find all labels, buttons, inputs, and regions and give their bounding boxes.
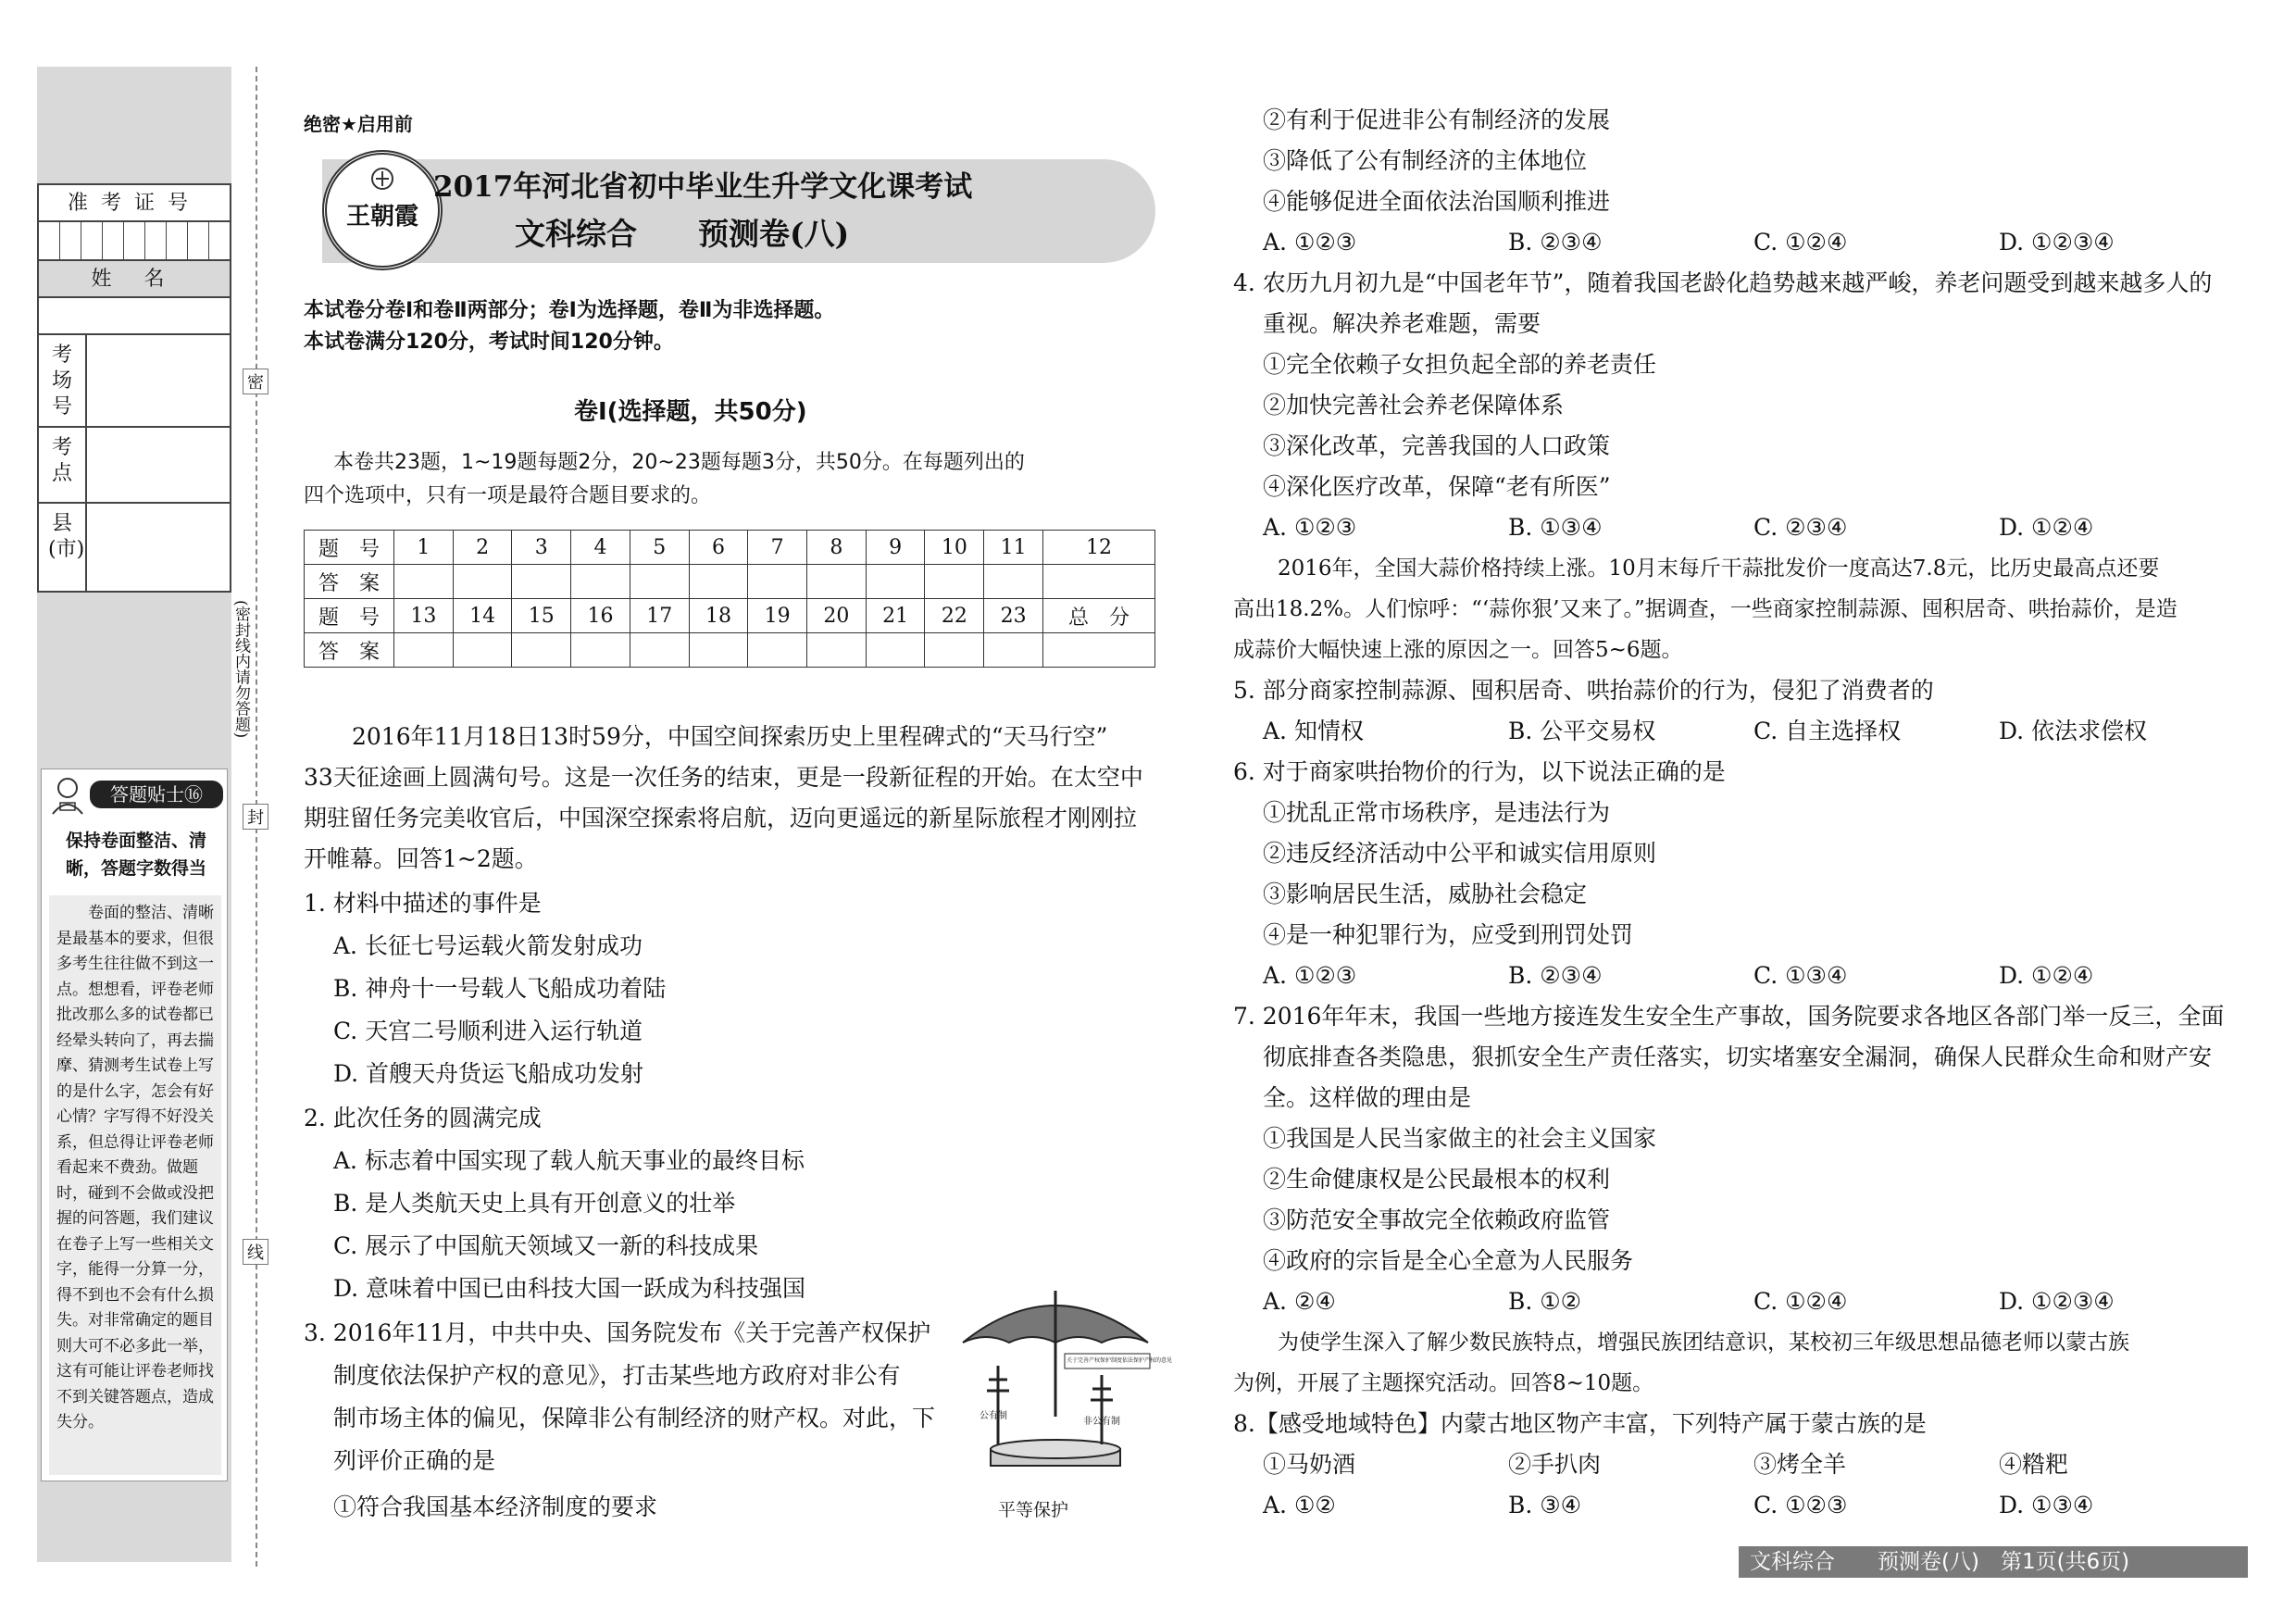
- exam-room-field[interactable]: [39, 335, 230, 428]
- option[interactable]: B. ①③④: [1508, 514, 1603, 541]
- option[interactable]: D. ①②③④: [1999, 229, 2115, 256]
- statement: ④深化医疗改革，保障“老有所医”: [1263, 473, 1611, 500]
- exam-no-field[interactable]: [39, 222, 230, 261]
- options-row-q3: [1263, 222, 2244, 263]
- statement: ①我国是人民当家做主的社会主义国家: [1263, 1125, 1657, 1152]
- table-cell: 23: [984, 599, 1043, 633]
- statement: ②生命健康权是公民最根本的权利: [1263, 1166, 1611, 1193]
- table-row: [305, 565, 1155, 599]
- option[interactable]: D. ①②④: [1999, 962, 2094, 989]
- answer-cell[interactable]: [689, 633, 748, 668]
- option[interactable]: A. ①②③: [1263, 514, 1357, 541]
- table-cell: 4: [571, 531, 630, 565]
- passage-line: 33天征途画上圆满句号。这是一次任务的结束，更是一段新征程的开始。在太空中: [304, 764, 1143, 791]
- seal-char-mi: 密: [243, 369, 268, 394]
- question-7: 7. 2016年年末，我国一些地方接连发生安全生产事故，国务院要求各地区各部门举一反三，全面: [1233, 1003, 2225, 1030]
- intro-line-1: 本试卷分卷Ⅰ和卷Ⅱ两部分；卷Ⅰ为选择题，卷Ⅱ为非选择题。: [304, 299, 835, 322]
- secret-label: 绝密★启用前: [304, 113, 413, 135]
- options-row-q8: [1263, 1485, 2244, 1526]
- question-8: 8.【感受地域特色】内蒙古地区物产丰富，下列特产属于蒙古族的是: [1233, 1410, 1927, 1437]
- exam-site-field[interactable]: [39, 428, 230, 504]
- answer-cell[interactable]: [984, 633, 1043, 668]
- material-line: 2016年，全国大蒜价格持续上涨。10月末每斤干蒜批发价一度高达7.8元，比历史最高点还要: [1278, 556, 2160, 581]
- passage-line: 2016年11月18日13时59分，中国空间探索历史上里程碑式的“天马行空”: [352, 723, 1108, 750]
- statement: ④能够促进全面依法治国顺利推进: [1263, 188, 1611, 215]
- page-footer: 文科综合 预测卷(八) 第1页(共6页): [1739, 1546, 2248, 1578]
- statement: ④是一种犯罪行为，应受到刑罚处罚: [1263, 921, 1634, 948]
- answer-cell[interactable]: [807, 565, 867, 599]
- statement: ④政府的宗旨是全心全意为人民服务: [1263, 1247, 1634, 1274]
- answer-cell[interactable]: [984, 565, 1043, 599]
- passage-line: 期驻留任务完美收官后，中国深空探索将启航，迈向更遥远的新星际旅程才刚刚拉: [304, 805, 1138, 831]
- table-cell: 答 案: [305, 565, 394, 599]
- table-cell: 19: [748, 599, 807, 633]
- statement: ③降低了公有制经济的主体地位: [1263, 147, 1588, 174]
- option[interactable]: C. ①②④: [1753, 229, 1848, 256]
- exam-subtitle: 文科综合 预测卷(八): [515, 216, 850, 252]
- passage-line: 开帷幕。回答1~2题。: [304, 845, 538, 872]
- answer-cell[interactable]: [748, 565, 807, 599]
- table-cell: 9: [866, 531, 925, 565]
- question-3-line: 列评价正确的是: [333, 1447, 496, 1474]
- table-cell: 12: [1043, 531, 1155, 565]
- statement: ②手扒肉: [1508, 1451, 1602, 1478]
- table-cell: 1: [394, 531, 454, 565]
- option[interactable]: B. ②③④: [1508, 962, 1603, 989]
- statement: ①完全依赖子女担负起全部的养老责任: [1263, 351, 1657, 378]
- table-row: [305, 531, 1155, 565]
- option[interactable]: C. 展示了中国航天领域又一新的科技成果: [333, 1232, 759, 1259]
- table-cell: 14: [453, 599, 512, 633]
- table-row: [305, 633, 1155, 668]
- option[interactable]: D. 首艘天舟货运飞船成功发射: [333, 1060, 644, 1087]
- answer-cell[interactable]: [748, 633, 807, 668]
- answer-cell[interactable]: [630, 633, 689, 668]
- option[interactable]: C. 天宫二号顺利进入运行轨道: [333, 1018, 643, 1044]
- instruction-line-1: 本卷共23题，1~19题每题2分，20~23题每题3分，共50分。在每题列出的: [333, 451, 1025, 474]
- items-row-q8: [1263, 1444, 2244, 1485]
- table-cell: 5: [630, 531, 689, 565]
- table-cell: 17: [630, 599, 689, 633]
- answer-cell[interactable]: [925, 565, 984, 599]
- statement: ③影响居民生活，威胁社会稳定: [1263, 881, 1588, 907]
- answer-cell[interactable]: [866, 633, 925, 668]
- table-cell: 16: [571, 599, 630, 633]
- option[interactable]: B. 公平交易权: [1508, 718, 1656, 744]
- question-6: 6. 对于商家哄抬物价的行为，以下说法正确的是: [1233, 758, 1726, 785]
- answer-table: [304, 530, 1155, 668]
- name-label: 姓 名: [39, 261, 230, 298]
- question-3-line: 制市场主体的偏见，保障非公有制经济的财产权。对此，下: [333, 1405, 936, 1431]
- statement: ②加快完善社会养老保障体系: [1263, 392, 1565, 419]
- statement: ③烤全羊: [1753, 1451, 1847, 1478]
- table-cell: 2: [453, 531, 512, 565]
- exam-site-label: 考点: [39, 428, 87, 502]
- answer-cell[interactable]: [1043, 633, 1155, 668]
- section-title: 卷Ⅰ(选择题，共50分): [574, 398, 807, 426]
- option[interactable]: B. 是人类航天史上具有开创意义的壮举: [333, 1190, 736, 1217]
- table-cell: 6: [689, 531, 748, 565]
- option[interactable]: A. 知情权: [1263, 718, 1364, 744]
- material-line: 为例，开展了主题探究活动。回答8~10题。: [1233, 1371, 1654, 1395]
- table-cell: 21: [866, 599, 925, 633]
- answer-cell[interactable]: [394, 633, 454, 668]
- question-7-line: 全。这样做的理由是: [1263, 1084, 1472, 1111]
- cartoon-label-nonpublic: 非公有制: [1083, 1417, 1120, 1427]
- option[interactable]: A. 标志着中国实现了载人航天事业的最终目标: [333, 1147, 805, 1174]
- logo-text: 王朝霞: [345, 203, 418, 231]
- question-3-line: 制度依法保护产权的意见》，打击某些地方政府对非公有: [333, 1362, 901, 1389]
- statement: ①马奶酒: [1263, 1451, 1356, 1478]
- option[interactable]: C. ①③④: [1753, 962, 1848, 989]
- table-cell: 20: [807, 599, 867, 633]
- answer-cell[interactable]: [571, 565, 630, 599]
- equal-protection-cartoon: [954, 1278, 1173, 1472]
- seal-char-xian: 线: [243, 1239, 268, 1265]
- name-field[interactable]: [39, 298, 230, 335]
- question-3: 3. 2016年11月，中共中央、国务院发布《关于完善产权保护: [304, 1319, 931, 1346]
- logo-seal-icon: [322, 150, 443, 270]
- county-field[interactable]: [39, 504, 230, 591]
- exam-no-label: 准考证号: [39, 185, 230, 222]
- option[interactable]: C. 自主选择权: [1753, 718, 1902, 744]
- table-cell: 18: [689, 599, 748, 633]
- question-4-line: 重视。解决养老难题，需要: [1263, 310, 1541, 337]
- material-line: 为使学生深入了解少数民族特点，增强民族团结意识，某校初三年级思想品德老师以蒙古族: [1278, 1331, 2129, 1355]
- question-1: 1. 材料中描述的事件是: [304, 890, 542, 917]
- table-cell: 题 号: [305, 531, 394, 565]
- answer-cell[interactable]: [512, 565, 571, 599]
- cartoon-caption: 平等保护: [998, 1500, 1069, 1520]
- option[interactable]: B. ③④: [1508, 1492, 1582, 1518]
- tip-heading: 保持卷面整洁、清晰，答题字数得当: [65, 831, 206, 879]
- table-cell: 总 分: [1043, 599, 1155, 633]
- table-cell: 题 号: [305, 599, 394, 633]
- answer-cell[interactable]: [807, 633, 867, 668]
- candidate-info-box: [37, 183, 231, 593]
- answer-cell[interactable]: [925, 633, 984, 668]
- tip-body: 卷面的整洁、清晰是最基本的要求，但很多考生往往做不到这一点。想想看，评卷老师批改那么多的试卷都已经晕头转向了，再去揣摩、猜测考生试卷上写的是什么字，怎会有好心情？字写得不好没关系，但总得让评卷老师看起来不费劲。做题时，碰到不会做或没把握的问答题，我们建议在卷子上写一些相关文字，能得一分算一分，得不到也不会有什么损失。对非常确定的题目则大可不必多此一举，这有可能让评卷老师找不到关键答题点，造成失分。: [49, 895, 221, 1475]
- table-cell: 7: [748, 531, 807, 565]
- table-cell: 22: [925, 599, 984, 633]
- table-cell: 3: [512, 531, 571, 565]
- option[interactable]: A. ②④: [1263, 1288, 1336, 1315]
- option[interactable]: A. ①②③: [1263, 229, 1357, 256]
- exam-room-label: 考场号: [39, 335, 87, 426]
- answer-cell[interactable]: [394, 565, 454, 599]
- county-label: 县(市): [39, 504, 87, 591]
- question-2: 2. 此次任务的圆满完成: [304, 1105, 542, 1131]
- option[interactable]: A. ①②: [1263, 1492, 1336, 1518]
- statement: ②违反经济活动中公平和诚实信用原则: [1263, 840, 1657, 867]
- statement: ②有利于促进非公有制经济的发展: [1263, 106, 1611, 133]
- option[interactable]: C. ①②③: [1753, 1492, 1848, 1518]
- option[interactable]: D. ①②③④: [1999, 1288, 2115, 1315]
- cartoon-banner: 关于完善产权保护制度依法保护产权的意见: [1067, 1357, 1173, 1364]
- table-cell: 8: [807, 531, 867, 565]
- statement: ④糌粑: [1999, 1451, 2069, 1478]
- option[interactable]: B. 神舟十一号载人飞船成功着陆: [333, 975, 667, 1002]
- answer-cell[interactable]: [512, 633, 571, 668]
- table-cell: 答 案: [305, 633, 394, 668]
- option[interactable]: B. ①②: [1508, 1288, 1582, 1315]
- instruction-line-2: 四个选项中，只有一项是最符合题目要求的。: [304, 484, 712, 507]
- statement: ③深化改革，完善我国的人口政策: [1263, 432, 1611, 459]
- answer-cell[interactable]: [866, 565, 925, 599]
- material-line: 高出18.2%。人们惊呼：“‘蒜你狠’又来了。”据调查，一些商家控制蒜源、囤积居奇、哄抬蒜价，是造: [1233, 597, 2177, 621]
- exam-title: 2017年河北省初中毕业生升学文化课考试: [433, 170, 973, 204]
- question-7-line: 彻底排查各类隐患，狠抓安全生产责任落实，切实堵塞安全漏洞，确保人民群众生命和财产安: [1263, 1043, 2213, 1070]
- answer-cell[interactable]: [453, 565, 512, 599]
- option[interactable]: D. ①③④: [1999, 1492, 2094, 1518]
- options-row-q4: [1263, 507, 2244, 548]
- answer-cell[interactable]: [571, 633, 630, 668]
- table-cell: 13: [394, 599, 454, 633]
- option[interactable]: C. ①②④: [1753, 1288, 1848, 1315]
- option[interactable]: B. ②③④: [1508, 229, 1603, 256]
- table-cell: 10: [925, 531, 984, 565]
- options-row-q7: [1263, 1281, 2244, 1322]
- question-5: 5. 部分商家控制蒜源、囤积居奇、哄抬蒜价的行为，侵犯了消费者的: [1233, 677, 1934, 704]
- option[interactable]: D. ①②④: [1999, 514, 2094, 541]
- material-line: 成蒜价大幅快速上涨的原因之一。回答5~6题。: [1233, 638, 1683, 662]
- table-row: [305, 599, 1155, 633]
- statement: ③防范安全事故完全依赖政府监管: [1263, 1206, 1611, 1233]
- intro-line-2: 本试卷满分120分，考试时间120分钟。: [304, 331, 674, 354]
- student-icon: [47, 775, 88, 816]
- question-4: 4. 农历九月初九是“中国老年节”，随着我国老龄化趋势越来越严峻，养老问题受到越来越多人的: [1233, 269, 2213, 296]
- answer-cell[interactable]: [630, 565, 689, 599]
- option[interactable]: D. 依法求偿权: [1999, 718, 2148, 744]
- answer-cell[interactable]: [1043, 565, 1155, 599]
- tip-title: 答题贴士⑯: [90, 781, 223, 808]
- exam-tip-box: [41, 769, 228, 1481]
- answer-cell[interactable]: [689, 565, 748, 599]
- cartoon-label-public: 公有制: [980, 1411, 1007, 1421]
- option[interactable]: C. ②③④: [1753, 514, 1848, 541]
- option[interactable]: A. ①②③: [1263, 962, 1357, 989]
- statement: ①符合我国基本经济制度的要求: [333, 1493, 658, 1520]
- options-row-q5: [1263, 711, 2244, 752]
- option[interactable]: A. 长征七号运载火箭发射成功: [333, 932, 643, 959]
- table-cell: 15: [512, 599, 571, 633]
- table-cell: 11: [984, 531, 1043, 565]
- statement: ①扰乱正常市场秩序，是违法行为: [1263, 799, 1611, 826]
- answer-cell[interactable]: [453, 633, 512, 668]
- options-row-q6: [1263, 956, 2244, 996]
- option[interactable]: D. 意味着中国已由科技大国一跃成为科技强国: [333, 1275, 806, 1302]
- seal-char-feng: 封: [243, 804, 268, 830]
- seal-note: (密封线内请勿答题): [231, 600, 250, 739]
